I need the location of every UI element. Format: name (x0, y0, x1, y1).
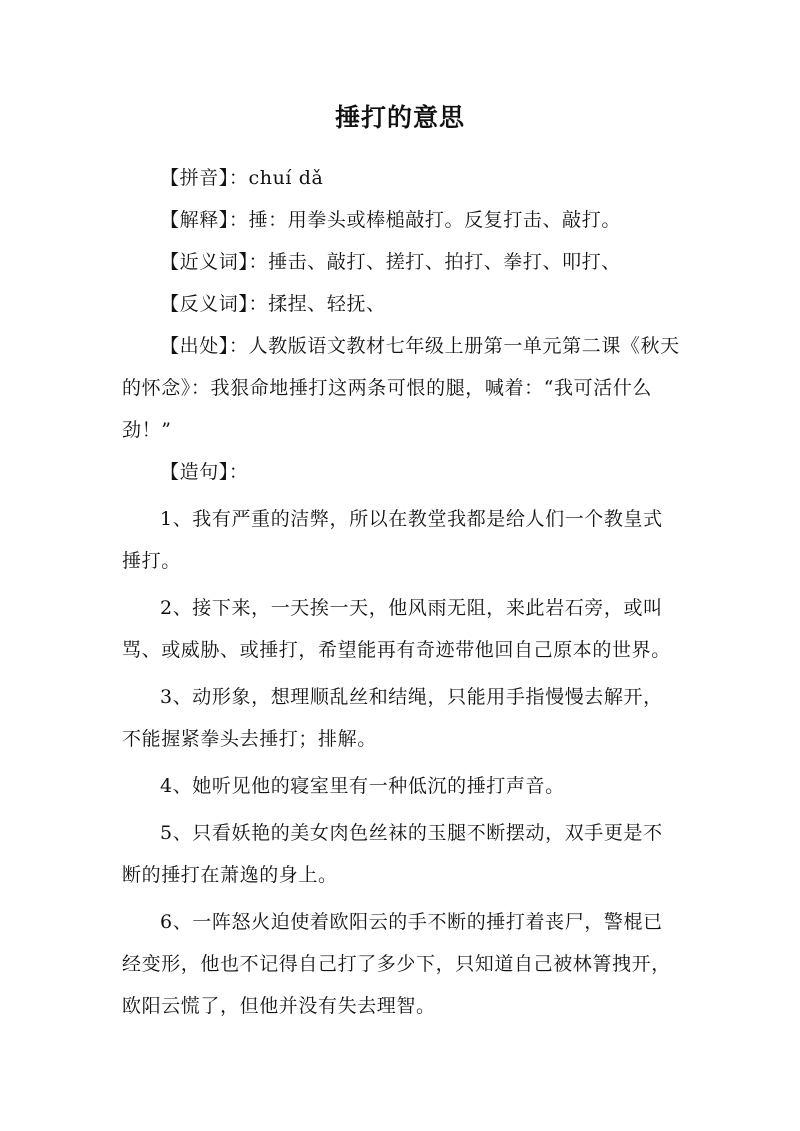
definition-label: 【解释】： (160, 209, 249, 231)
synonyms-label: 【近义词】： (160, 251, 269, 273)
document-body (122, 157, 682, 1027)
definition-entry (122, 199, 682, 241)
source-value: 人教版语文教材七年级上册第一单元第二课《秋天的怀念》：我狠命地捶打这两条可恨的腿，喊着：“我可活什么劲！” (122, 335, 680, 441)
example-sentence-1: 1、我有严重的洁弊，所以在教堂我都是给人们一个教皇式捶打。 (122, 508, 663, 572)
pinyin-label: 【拼音】： (160, 167, 249, 189)
antonyms-value: 揉捏、轻抚、 (268, 293, 386, 315)
examples-heading (122, 451, 682, 493)
antonyms-label: 【反义词】： (160, 293, 269, 315)
pinyin-entry (122, 157, 682, 199)
source-entry (122, 325, 682, 451)
definition-value: 捶：用拳头或棒槌敲打。反复打击、敲打。 (248, 209, 621, 231)
example-sentence-4: 4、她听见他的寝室里有一种低沉的捶打声音。 (160, 775, 565, 797)
antonyms-entry (122, 283, 682, 325)
synonyms-entry (122, 241, 682, 283)
examples-label: 【造句】： (160, 461, 249, 483)
synonyms-value: 捶击、敲打、搓打、拍打、拳打、叩打、 (268, 251, 621, 273)
source-label: 【出处】： (160, 335, 249, 357)
example-sentence-2: 2、接下来，一天挨一天，他风雨无阻，来此岩石旁，或叫骂、或威胁、或捶打，希望能再有奇迹带他回自己原本的世界。 (122, 597, 671, 661)
example-sentence-6: 6、一阵怒火迫使着欧阳云的手不断的捶打着丧尸，警棍已经变形，他也不记得自己打了多少下，只知道自己被林箐拽开，欧阳云慌了，但他并没有失去理智。 (122, 911, 671, 1017)
example-sentence-3: 3、动形象，想理顺乱丝和结绳，只能用手指慢慢去解开，不能握紧拳头去捶打；排解。 (122, 686, 663, 750)
pinyin-value: chuí dǎ (248, 167, 324, 189)
example-sentence-5: 5、只看妖艳的美女肉色丝袜的玉腿不断摆动，双手更是不断的捶打在萧逸的身上。 (122, 822, 663, 886)
page-title: 捶打的意思 (334, 103, 465, 132)
